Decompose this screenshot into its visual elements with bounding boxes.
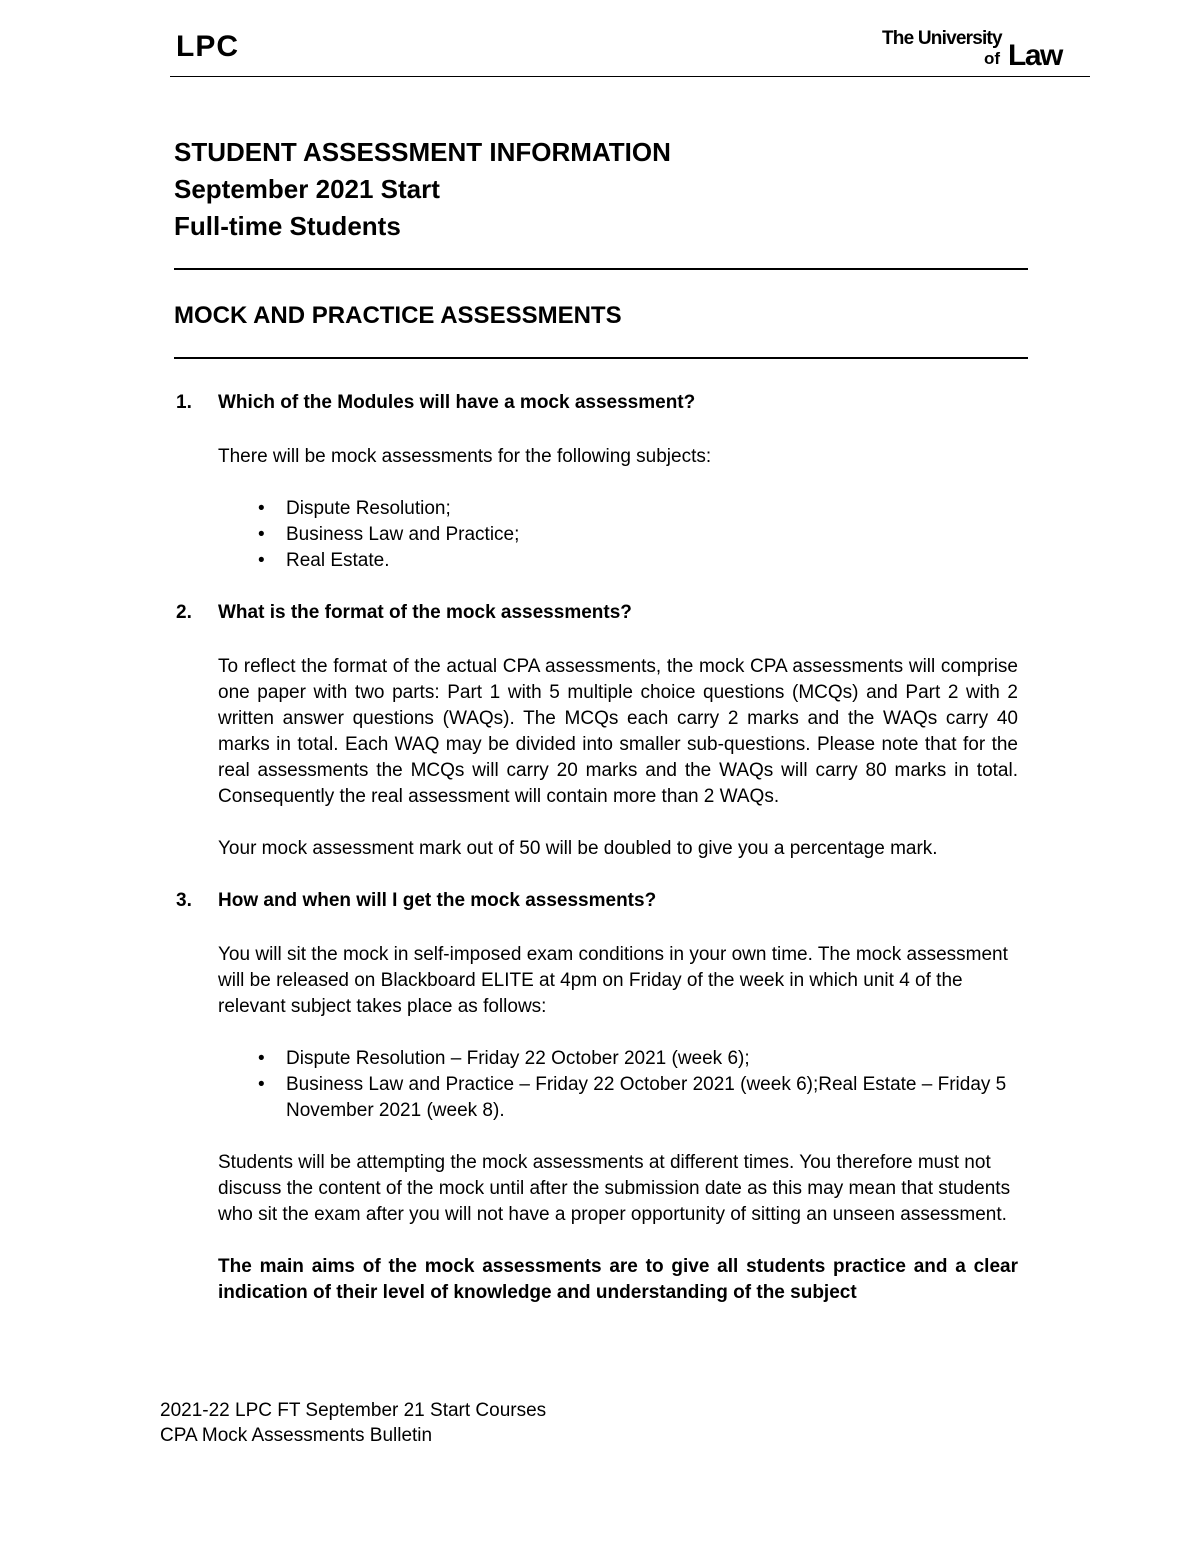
- question-2-paragraph-1: To reflect the format of the actual CPA assessments, the mock CPA assessments will comprise one paper with two parts: Part 1 with 5 multiple choice questions (MCQs) and Part 2 with 2 written answer questions (WAQs). The MCQs each carry 2 marks and the WAQs carry 40 marks in total. Each WAQ may be divided into smaller sub-questions. Please note that for the real assessments the MCQs will carry 20 marks and the WAQs will carry 80 marks in total. Consequently the real assessment will contain more than 2 WAQs.: [218, 656, 1018, 807]
- question-1-list: [218, 496, 1018, 574]
- question-3-paragraph-2: Students will be attempting the mock assessments at different times. You therefore must not discuss the content of the mock until after the submission date as this may mean that students who sit the exam after you will not have a proper opportunity of sitting an unseen assessment.: [218, 1152, 1011, 1225]
- question-1-intro: There will be mock assessments for the following subjects:: [218, 446, 712, 467]
- logo-line1: The University: [882, 28, 1002, 49]
- footer-line-2: CPA Mock Assessments Bulletin: [160, 1425, 433, 1446]
- bullet-icon: •: [258, 1074, 265, 1095]
- document-title: [174, 134, 671, 245]
- bullet-icon: •: [258, 1048, 265, 1069]
- footer-line-1: 2021-22 LPC FT September 21 Start Courses: [160, 1400, 547, 1421]
- question-3-paragraph-3: The main aims of the mock assessments are to give all students practice and a clear indication of their level of knowledge and understanding of the subject: [218, 1256, 1018, 1303]
- question-1-heading: [176, 390, 1018, 416]
- bullet-icon: •: [258, 524, 265, 545]
- title-line-1: STUDENT ASSESSMENT INFORMATION: [174, 137, 671, 167]
- question-number: 3.: [176, 890, 192, 911]
- question-number: 2.: [176, 602, 192, 623]
- title-divider: [174, 268, 1028, 270]
- header-rule: [170, 76, 1090, 77]
- question-3-paragraph-1: You will sit the mock in self-imposed exam conditions in your own time. The mock assessment will be released on Blackboard ELITE at 4pm on Friday of the week in which unit 4 of the relevant subject takes place as follows:: [218, 944, 1008, 1017]
- document-body: [176, 390, 1018, 1332]
- logo-line2a: of: [984, 49, 1001, 68]
- question-3-heading: [176, 888, 1018, 914]
- list-item: • Dispute Resolution – Friday 22 October 2021 (week 6);: [218, 1046, 1018, 1072]
- list-item: • Business Law and Practice – Friday 22 October 2021 (week 6);Real Estate – Friday 5 November 2021 (week 8).: [218, 1072, 1018, 1124]
- question-2-heading: [176, 600, 1018, 626]
- title-line-2: September 2021 Start: [174, 174, 440, 204]
- question-3-list: [218, 1046, 1018, 1124]
- question-text: Which of the Modules will have a mock assessment?: [218, 392, 696, 413]
- section-divider: [174, 357, 1028, 359]
- program-label: LPC: [176, 30, 239, 63]
- list-item: • Real Estate.: [218, 548, 1018, 574]
- question-text: What is the format of the mock assessments?: [218, 602, 632, 623]
- bullet-icon: •: [258, 498, 265, 519]
- list-item: • Dispute Resolution;: [218, 496, 1018, 522]
- logo-line2b: Law: [1008, 39, 1062, 68]
- university-of-law-logo: [880, 24, 1080, 68]
- bullet-icon: •: [258, 550, 265, 571]
- question-text: How and when will I get the mock assessments?: [218, 890, 657, 911]
- page-footer: [160, 1398, 546, 1448]
- question-number: 1.: [176, 392, 192, 413]
- title-line-3: Full-time Students: [174, 211, 401, 241]
- list-item: • Business Law and Practice;: [218, 522, 1018, 548]
- question-2-paragraph-2: Your mock assessment mark out of 50 will be doubled to give you a percentage mark.: [218, 838, 938, 859]
- section-heading: MOCK AND PRACTICE ASSESSMENTS: [174, 302, 622, 329]
